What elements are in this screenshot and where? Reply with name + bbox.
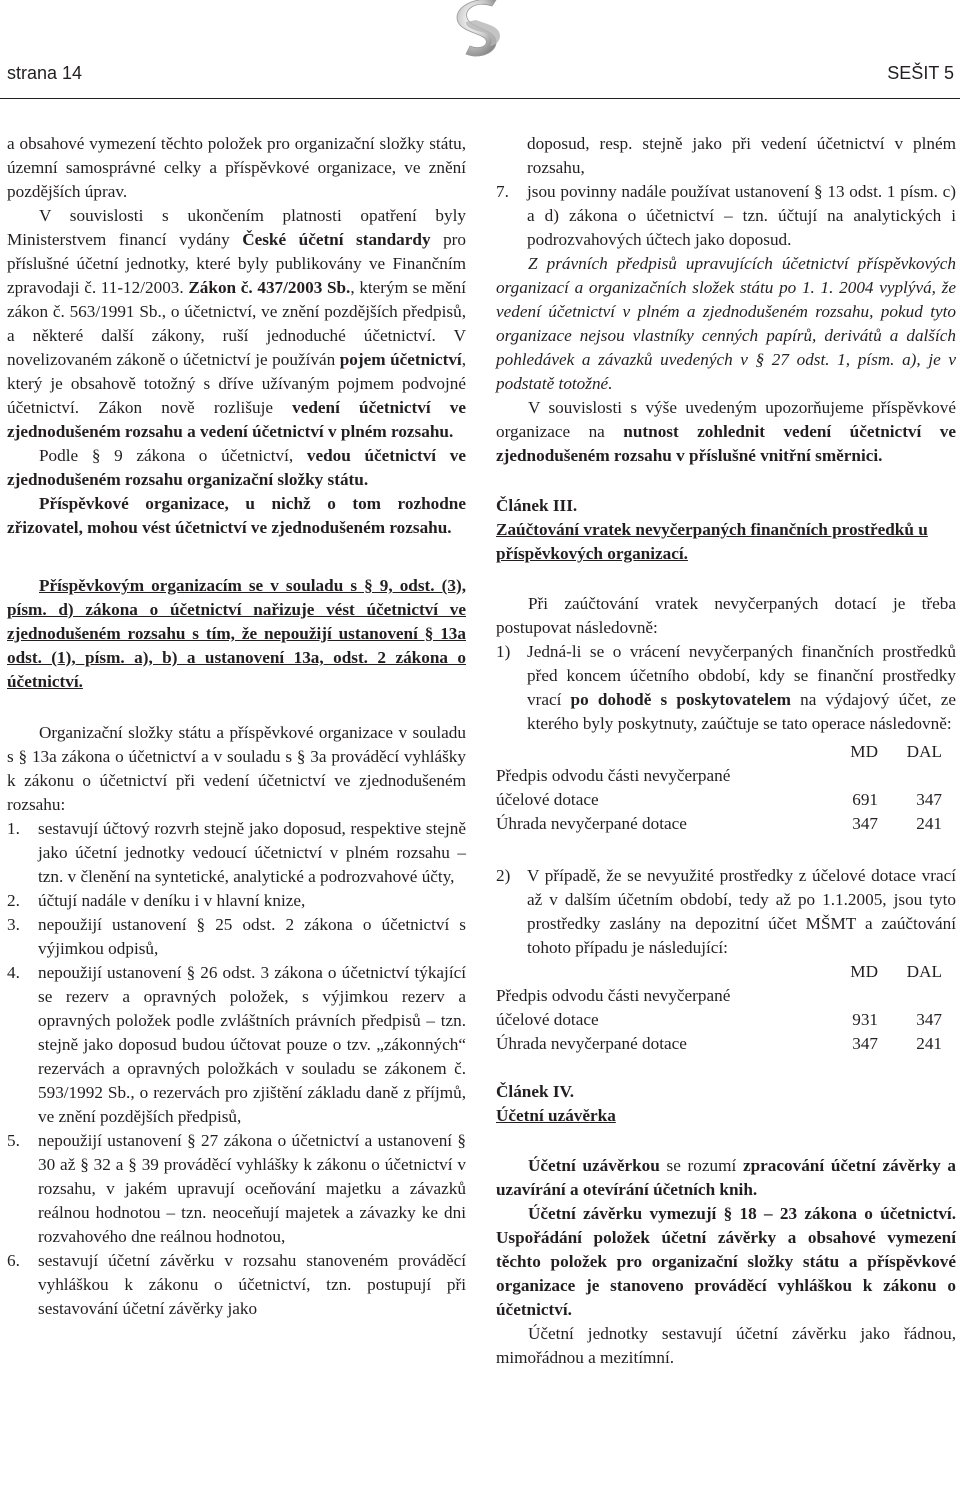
list-item: 7. jsou povinny nadále používat ustanovení § 13 odst. 1 písm. c) a d) zákona o účetnictví – tzn. účtují na analytických i podrozvahových účtech jako doposud.	[496, 182, 956, 249]
list-item: 2) V případě, že se nevyužité prostředky z účelové dotace vrací až v dalším účetním období, tedy až po 1.1.2005, jsou tyto prostředky zaslány na depozitní účet MŠMT a zaúčtování tohoto případu je následující:	[496, 866, 956, 957]
header-rule	[0, 98, 960, 99]
article-heading: Článek IV.	[496, 1082, 575, 1101]
cases-list	[496, 864, 956, 960]
cases-list	[496, 640, 956, 736]
article-title: Účetní uzávěrka	[496, 1106, 616, 1125]
paragraph-logo-icon	[446, 0, 516, 62]
table-row: Úhrada nevyčerpané dotace 347 241	[496, 1034, 942, 1053]
list-item: 3. nepoužijí ustanovení § 25 odst. 2 zákona o účetnictví s výjimkou odpisů,	[7, 915, 466, 958]
list-item: 2. účtují nadále v deníku i v hlavní knize,	[7, 891, 306, 910]
accounting-table	[496, 960, 956, 1056]
table-header-row: MD DAL	[850, 962, 942, 981]
paragraph: Účetní závěrku vymezují § 18 – 23 zákona o účetnictví. Uspořádání položek účetní závěrky a obsahové vymezení těchto položek pro organizační složky státu a příspěvkové organizace je stanoveno prováděcí vyhláškou k zákonu o účetnictví.	[496, 1204, 956, 1319]
list-item: doposud, resp. stejně jako při vedení účetnictví v plném rozsahu,	[527, 134, 956, 177]
page-number: strana 14	[7, 63, 83, 83]
italic-note: Z právních předpisů upravujících účetnictví příspěvkových organizací a organizačních složek státu po 1. 1. 2004 vyplývá, že vedení účetnictví v plném a zjednodušeném rozsahu, pokud tyto organizace nejsou vlastníky cenných papírů, derivátů a dalších pohledávek a závazků uvedených v § 27 odst. 1, písm. a), je v podstatě totožné.	[496, 254, 956, 393]
paragraph: Při zaúčtování vratek nevyčerpaných dotací je třeba postupovat následovně:	[496, 594, 956, 637]
paragraph: V souvislosti s ukončením platnosti opatření byly Ministerstvem financí vydány České účetní standardy pro příslušné účetní jednotky, které byly publikovány ve Finančním zpravodaji č. 11-12/2003. Zákon č. 437/2003 Sb., kterým se mění zákon č. 563/1991 Sb., o účetnictví, ve znění pozdějších předpisů, a některé další zákony, ruší jednoduché účetnictví. V novelizovaném zákoně o účetnictví je používán pojem účetnictví, který je obsahově totožný s dříve užívaným pojmem podvojné účetnictví. Zákon nově rozlišuje vedení účetnictví ve zjednodušeném rozsahu a vedení účetnictví v plném rozsahu.	[7, 206, 466, 441]
paragraph: Účetní jednotky sestavují účetní závěrku jako řádnou, mimořádnou a mezitímní.	[496, 1324, 956, 1367]
page-header	[0, 58, 960, 88]
paragraph: Organizační složky státu a příspěvkové organizace v souladu s § 13a zákona o účetnictví a v souladu s § 3a prováděcí vyhlášky k zákonu o účetnictví při vedení účetnictví ve zjednodušeném rozsahu:	[7, 723, 466, 814]
list-item: 1) Jedná-li se o vrácení nevyčerpaných finančních prostředků před koncem účetního období, kdy se finanční prostředky vrací po dohodě s poskytovatelem na výdajový účet, ze kterého byly poskytnuty, zaúčtuje se tato operace následovně:	[496, 642, 957, 733]
left-column	[7, 132, 466, 1321]
list-item: 4. nepoužijí ustanovení § 26 odst. 3 zákona o účetnictví týkající se rezerv a opravných položek, s výjimkou rezerv a opravných položek podle zvláštních právních předpisů – tzn. stejně jako doposud budou účtovat pouze o tzv. „zákonných“ rezervách a opravných položkách v souladu se zákonem č. 593/1992 Sb., o rezervách pro zjištění základu daně z příjmů, ve znění pozdějších předpisů,	[7, 963, 466, 1126]
rules-list-continued	[496, 132, 956, 252]
rules-list	[7, 817, 466, 1321]
paragraph: a obsahové vymezení těchto položek pro organizační složky státu, územní samosprávné celky a příspěvkové organizace, ve znění pozdějších úprav.	[7, 134, 466, 201]
table-row: Předpis odvodu části nevyčerpané	[496, 766, 731, 785]
article-title: Zaúčtování vratek nevyčerpaných finančních prostředků u příspěvkových organizací.	[496, 520, 928, 563]
accounting-table	[496, 736, 956, 836]
paragraph: Příspěvkové organizace, u nichž o tom rozhodne zřizovatel, mohou vést účetnictví ve zjednodušeném rozsahu.	[7, 494, 466, 537]
paragraph: Účetní uzávěrkou se rozumí zpracování účetní závěrky a uzavírání a otevírání účetních knih.	[496, 1156, 956, 1199]
issue-label: SEŠIT 5	[887, 63, 954, 83]
table-header-row: MD DAL	[850, 742, 942, 761]
article-heading: Článek III.	[496, 496, 578, 515]
right-column	[496, 132, 956, 1370]
table-row: Předpis odvodu části nevyčerpané	[496, 986, 731, 1005]
table-row: Úhrada nevyčerpané dotace 347 241	[496, 814, 942, 833]
paragraph: V souvislosti s výše uvedeným upozorňujeme příspěvkové organizace na nutnost zohlednit vedení účetnictví ve zjednodušeném rozsahu v příslušné vnitřní směrnici.	[496, 398, 956, 465]
list-item: 1. sestavují účtový rozvrh stejně jako doposud, respektive stejně jako účetní jednotky vedoucí účetnictví v plném rozsahu – tzn. v členění na syntetické, analytické a podrozvahové účty,	[7, 819, 466, 886]
table-row: účelové dotace 691 347	[496, 790, 942, 809]
highlight-paragraph: Příspěvkovým organizacím se v souladu s § 9, odst. (3), písm. d) zákona o účetnictví nařizuje vést účetnictví ve zjednodušeném rozsahu s tím, že nepoužijí ustanovení § 13a odst. (1), písm. a), b) a ustanovení 13a, odst. 2 zákona o účetnictví.	[7, 576, 466, 691]
list-item: 6. sestavují účetní závěrku v rozsahu stanoveném prováděcí vyhláškou k zákonu o účetnictví, tzn. postupují při sestavování účetní závěrky jako	[7, 1251, 466, 1318]
list-item: 5. nepoužijí ustanovení § 27 zákona o účetnictví a ustanovení § 30 až § 32 a § 39 prováděcí vyhlášky k zákonu o účetnictví v rozsahu, v jakém upravují oceňování majetku a závazků reálnou hodnotou – tzn. neoceňují majetek a závazky ke dni rozvahového dne reálnou hodnotou,	[7, 1131, 466, 1246]
paragraph: Podle § 9 zákona o účetnictví, vedou účetnictví ve zjednodušeném rozsahu organizační složky státu.	[7, 446, 466, 489]
table-row: účelové dotace 931 347	[496, 1010, 942, 1029]
